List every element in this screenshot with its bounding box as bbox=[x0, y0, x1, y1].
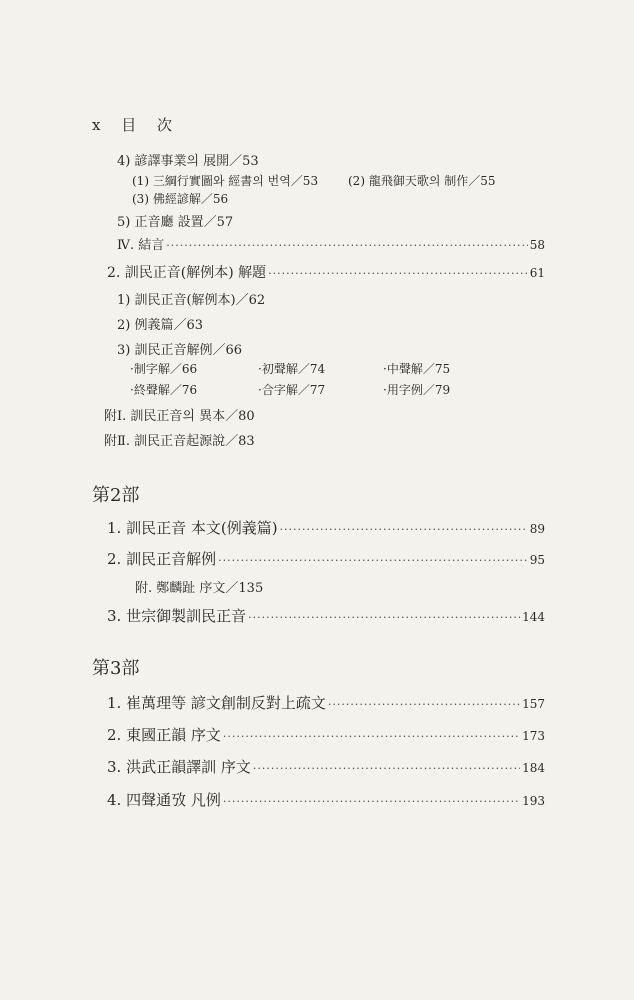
leader-dots bbox=[253, 762, 520, 775]
toc-item: 3) 訓民正音解例／66 bbox=[117, 343, 243, 358]
toc-item: 5) 正音廳 設置／57 bbox=[117, 215, 234, 230]
leader-dots bbox=[166, 239, 527, 252]
toc-entry-page: 173 bbox=[522, 729, 545, 743]
toc-entry-page: 193 bbox=[522, 794, 545, 808]
toc-entry bbox=[107, 517, 545, 538]
page-header: x 目 次 bbox=[92, 116, 180, 134]
toc-appendix: 附Ⅱ. 訓民正音起源說／83 bbox=[104, 434, 255, 449]
part-heading: 第2部 bbox=[92, 485, 140, 506]
leader-dots bbox=[268, 267, 528, 280]
part-heading: 第3部 bbox=[92, 658, 140, 679]
toc-entry-title: 1. 崔萬理等 諺文創制反對上疏文 bbox=[107, 694, 326, 712]
leader-dots bbox=[328, 698, 520, 711]
toc-note: 附. 鄭麟趾 序文／135 bbox=[135, 581, 264, 596]
toc-entry-title: 2. 東國正韻 序文 bbox=[107, 726, 221, 744]
leader-dots bbox=[280, 523, 528, 536]
toc-bullet: ·中聲解／75 bbox=[383, 362, 451, 376]
toc-subitem: (2) 龍飛御天歌의 制作／55 bbox=[348, 174, 496, 188]
toc-entry bbox=[107, 605, 545, 626]
toc-bullet: ·終聲解／76 bbox=[130, 383, 198, 397]
toc-entry bbox=[107, 724, 545, 745]
toc-item: 2) 例義篇／63 bbox=[117, 318, 204, 333]
toc-entry bbox=[107, 548, 545, 569]
toc-entry-page: 95 bbox=[529, 553, 545, 567]
toc-entry-title: 2. 訓民正音解例 bbox=[107, 550, 217, 568]
toc-item: 4) 諺譯事業의 展開／53 bbox=[117, 154, 259, 169]
toc-entry-title: Ⅳ. 結言 bbox=[117, 238, 165, 253]
toc-appendix: 附Ⅰ. 訓民正音의 異本／80 bbox=[104, 409, 255, 424]
toc-entry bbox=[107, 692, 545, 713]
toc-entry-page: 157 bbox=[522, 697, 545, 711]
toc-entry-title: 1. 訓民正音 本文(例義篇) bbox=[107, 519, 278, 537]
toc-subitem: (3) 佛經諺解／56 bbox=[132, 192, 229, 206]
toc-bullet: ·制字解／66 bbox=[130, 362, 198, 376]
toc-entry-page: 58 bbox=[529, 238, 545, 252]
toc-entry-conclusion bbox=[117, 234, 545, 253]
leader-dots bbox=[223, 795, 520, 808]
toc-subitem: (1) 三綱行實圖와 經書의 번역／53 bbox=[132, 174, 319, 188]
toc-entry-page: 144 bbox=[522, 610, 545, 624]
toc-entry-title: 3. 洪武正韻譯訓 序文 bbox=[107, 758, 251, 776]
toc-bullet: ·用字例／79 bbox=[383, 383, 451, 397]
toc-item: 1) 訓民正音(解例本)／62 bbox=[117, 293, 266, 308]
toc-entry-page: 184 bbox=[522, 761, 545, 775]
leader-dots bbox=[248, 611, 520, 624]
toc-bullet: ·合字解／77 bbox=[258, 383, 326, 397]
toc-entry-title: 4. 四聲通攷 凡例 bbox=[107, 791, 221, 809]
toc-entry bbox=[107, 756, 545, 777]
toc-entry-section2 bbox=[107, 262, 545, 282]
toc-entry-title: 3. 世宗御製訓民正音 bbox=[107, 607, 247, 625]
leader-dots bbox=[218, 554, 528, 567]
toc-entry-page: 89 bbox=[529, 522, 545, 536]
toc-entry-title: 2. 訓民正音(解例本) 解題 bbox=[107, 265, 267, 281]
toc-entry-page: 61 bbox=[529, 266, 545, 280]
toc-entry bbox=[107, 789, 545, 810]
leader-dots bbox=[223, 730, 520, 743]
toc-bullet: ·初聲解／74 bbox=[258, 362, 326, 376]
